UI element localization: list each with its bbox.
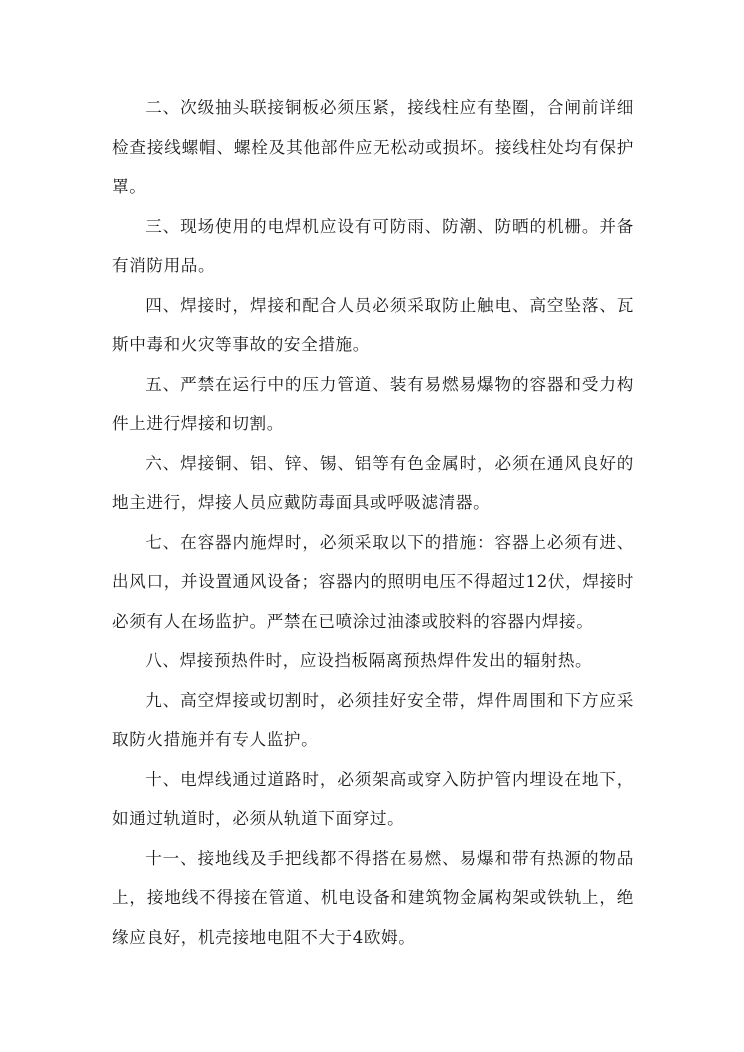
document-body	[112, 88, 634, 957]
paragraph-8: 八、焊接预热件时，应设挡板隔离预热焊件发出的辐射热。	[145, 651, 593, 670]
paragraph-6: 六、焊接铜、铝、锌、锡、铝等有色金属时，必须在通风良好的地主进行，焊接人员应戴防毒面具或呼吸滤清器。	[112, 453, 634, 512]
paragraph-11: 十一、接地线及手把线都不得搭在易燃、易爆和带有热源的物品上，接地线不得接在管道、机电设备和建筑物金属构架或铁轨上，绝缘应良好，机壳接地电阻不大于4欧姆。	[112, 848, 634, 947]
paragraph-4: 四、焊接时，焊接和配合人员必须采取防止触电、高空坠落、瓦斯中毒和火灾等事故的安全措施。	[112, 295, 634, 354]
paragraph-2: 二、次级抽头联接铜板必须压紧，接线柱应有垫圈，合闸前详细检查接线螺帽、螺栓及其他部件应无松动或损坏。接线柱处均有保护罩。	[112, 98, 634, 196]
paragraph-10: 十、电焊线通过道路时，必须架高或穿入防护管内埋设在地下，如通过轨道时，必须从轨道下面穿过。	[112, 769, 634, 828]
paragraph-3: 三、现场使用的电焊机应设有可防雨、防潮、防晒的机栅。并备有消防用品。	[112, 216, 634, 275]
paragraph-5: 五、严禁在运行中的压力管道、装有易燃易爆物的容器和受力构件上进行焊接和切割。	[112, 374, 634, 433]
paragraph-7: 七、在容器内施焊时，必须采取以下的措施：容器上必须有进、出风口，并设置通风设备；容器内的照明电压不得超过12伏，焊接时必须有人在场监护。严禁在已喷涂过油漆或胶料的容器内焊接。	[112, 532, 634, 631]
paragraph-9: 九、高空焊接或切割时，必须挂好安全带，焊件周围和下方应采取防火措施并有专人监护。	[112, 690, 634, 749]
